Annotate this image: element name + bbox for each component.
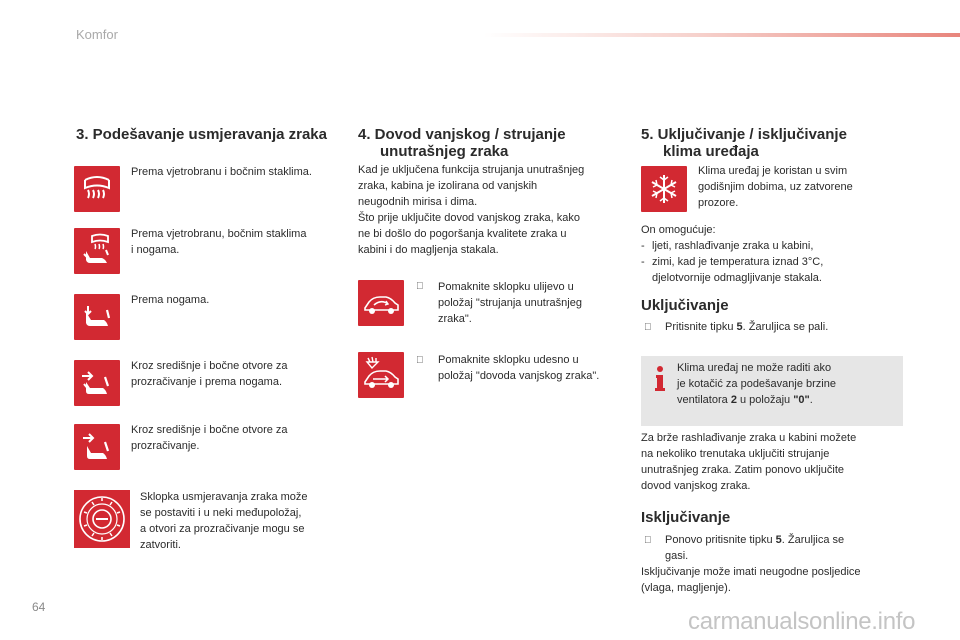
section-title: Komfor [76, 27, 118, 42]
page-number: 64 [32, 600, 46, 614]
windscreen-demist-icon [74, 166, 120, 212]
item-vents-feet-text: Kroz središnje i bočne otvore za prozračivanje i prema nogama. [131, 360, 288, 388]
vents-icon [74, 424, 120, 470]
fresh-air-icon [358, 352, 404, 398]
ac-enables-item: djelotvornije odmagljivanje stakala. [652, 272, 822, 284]
info-icon [651, 364, 669, 392]
watermark: carmanualsonline.info [688, 608, 916, 635]
ac-enables: On omogućuje: [641, 224, 716, 236]
distribution-knob-icon [74, 490, 130, 548]
switch-off-step: Ponovo pritisnite tipku 5. Žaruljica se gasi. [665, 534, 845, 562]
heading-air-distribution: 3. Podešavanje usmjeravanja zraka [76, 126, 327, 143]
recirculation-icon [358, 280, 404, 326]
knob-text: Sklopka usmjeravanja zraka može se postaviti i u neki međupoložaj, a otvori za prozračivanje mogu se zatvoriti. [140, 491, 308, 551]
header-rule [484, 33, 960, 37]
snowflake-icon [641, 166, 687, 212]
heading-switch-off: Isključivanje [641, 509, 731, 526]
heading-ac-on-off: 5. Uključivanje / isključivanje klima uređaja [641, 126, 847, 160]
item-windscreen-text: Prema vjetrobranu i bočnim staklima. [131, 166, 312, 178]
item-feet-text: Prema nogama. [131, 294, 210, 306]
step-bullet [644, 322, 652, 333]
fresh-air-step: Pomaknite sklopku udesno u položaj "dovoda vanjskog zraka". [438, 354, 600, 382]
item-vents-text: Kroz središnje i bočne otvore za prozračivanje. [131, 424, 288, 452]
feet-icon [74, 294, 120, 340]
vents-feet-icon [74, 360, 120, 406]
ac-intro: Klima uređaj je koristan u svim godišnjim dobima, uz zatvorene prozore. [698, 165, 853, 209]
recirculation-step: Pomaknite sklopku ulijevo u položaj "strujanja unutrašnjeg zraka". [438, 281, 582, 325]
step-bullet [416, 281, 424, 292]
heading-switch-on: Uključivanje [641, 297, 729, 314]
ac-enables-item: zimi, kad je temperatura iznad 3°C, [652, 256, 824, 268]
step-bullet [644, 535, 652, 546]
switch-on-step: Pritisnite tipku 5. Žaruljica se pali. [665, 321, 829, 333]
air-intake-intro: Kad je uključena funkcija strujanja unutrašnjeg zraka, kabina je izolirana od vanjskih neugodnih mirisa i dima. Što prije uključite dovod vanjskog zraka, kako ne bi došlo do pogoršanja kvalitete zraka u kabini i do magljenja stakala. [358, 164, 585, 256]
ac-enables-item: ljeti, rashlađivanje zraka u kabini, [652, 240, 814, 252]
info-note: Klima uređaj ne može raditi ako je kotačić za podešavanje brzine ventilatora 2 u položaju "0". [641, 356, 903, 426]
heading-air-intake: 4. Dovod vanjskog / strujanje unutrašnjeg zraka [358, 126, 566, 160]
step-bullet [416, 355, 424, 366]
windscreen-feet-icon [74, 228, 120, 274]
cooling-tip: Za brže rashlađivanje zraka u kabini možete na nekoliko trenutaka uključiti strujanje unutrašnjeg zraka. Zatim ponovo uključite dovod vanjskog zraka. [641, 432, 857, 492]
item-windscreen-feet-text: Prema vjetrobranu, bočnim staklima i nogama. [131, 228, 307, 256]
switch-off-note: Isključivanje može imati neugodne posljedice (vlaga, magljenje). [641, 566, 861, 594]
